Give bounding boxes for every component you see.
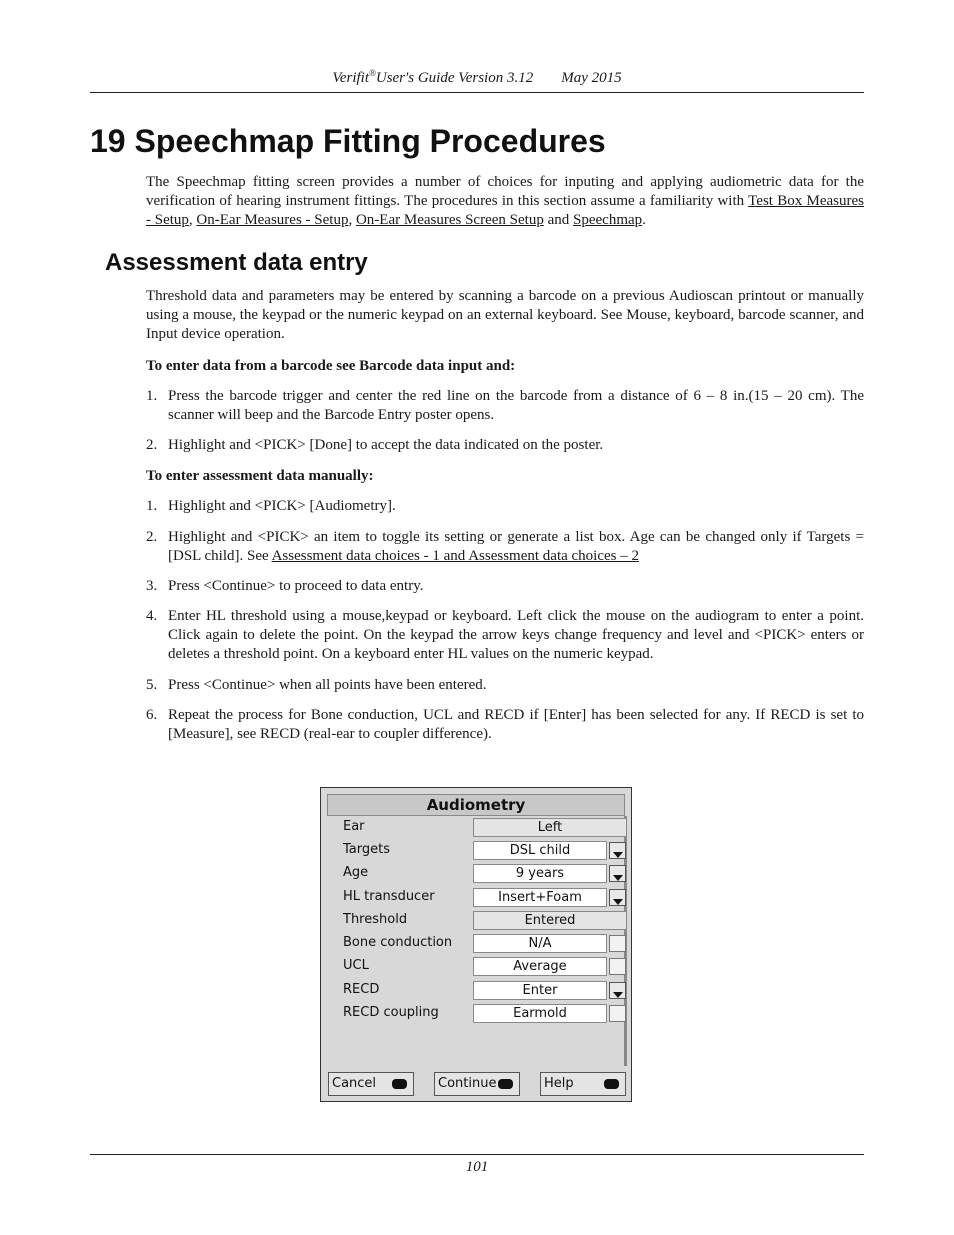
step-text: Press <Continue> when all points have been entered. xyxy=(168,677,487,693)
chevron-down-icon[interactable] xyxy=(609,982,626,999)
product-name: Verifit xyxy=(332,70,370,86)
row-label: UCL xyxy=(343,958,369,973)
step-text-body: Highlight and <PICK> an item to toggle its setting or generate a list box. Age can be changed only if Targets = [DSL child]. See xyxy=(168,529,864,564)
audiometry-dialog xyxy=(320,787,632,1102)
manual-step xyxy=(146,676,864,695)
manual-step xyxy=(146,497,864,516)
intro-paragraph xyxy=(146,173,864,230)
step-text: Press <Continue> to proceed to data entry. xyxy=(168,578,424,594)
step-number: 5. xyxy=(146,677,158,693)
row-age[interactable] xyxy=(343,864,633,884)
registered-mark: ® xyxy=(369,68,376,78)
link-on-ear-screen-setup[interactable]: On-Ear Measures Screen Setup xyxy=(355,212,544,228)
manual-step xyxy=(146,577,864,596)
page-header xyxy=(90,68,864,93)
ear-value: Left xyxy=(473,818,627,837)
step-number: 6. xyxy=(146,707,158,723)
step-number: 3. xyxy=(146,578,158,594)
section-heading: Assessment data entry xyxy=(105,249,368,276)
row-label: Ear xyxy=(343,819,365,834)
toggle-box[interactable] xyxy=(609,935,626,952)
intro-end: . xyxy=(642,212,646,228)
step-text: Highlight and <PICK> [Audiometry]. xyxy=(168,498,396,514)
chevron-down-icon[interactable] xyxy=(609,842,626,859)
cancel-label: Cancel xyxy=(332,1076,377,1091)
page-number: 101 xyxy=(465,1159,489,1175)
row-ear[interactable] xyxy=(343,818,633,838)
recd-value[interactable]: Enter xyxy=(473,981,607,1000)
row-label: RECD xyxy=(343,982,380,997)
dialog-title: Audiometry xyxy=(327,794,625,816)
row-ucl[interactable] xyxy=(343,957,633,977)
intro-text: The Speechmap fitting screen provides a number of choices for inputing and applying audiometric data for the verification of hearing instrument fittings. The procedures in this section assume a familiarity with xyxy=(146,174,864,209)
guide-version: User's Guide Version 3.12 xyxy=(375,70,534,86)
step-number: 2. xyxy=(146,437,158,453)
barcode-heading: To enter data from a barcode see Barcode data input and: xyxy=(146,358,516,374)
continue-button[interactable] xyxy=(434,1072,520,1096)
row-bone-conduction[interactable] xyxy=(343,934,633,954)
hl-transducer-value[interactable]: Insert+Foam xyxy=(473,888,607,907)
row-threshold[interactable] xyxy=(343,911,633,931)
chevron-down-icon[interactable] xyxy=(609,889,626,906)
row-recd-coupling[interactable] xyxy=(343,1004,633,1024)
continue-label: Continue xyxy=(438,1076,497,1091)
help-button[interactable] xyxy=(540,1072,626,1096)
row-targets[interactable] xyxy=(343,841,633,861)
link-on-ear-measures-setup[interactable]: On-Ear Measures - Setup xyxy=(196,212,349,228)
cancel-button[interactable] xyxy=(328,1072,414,1096)
header-date: May 2015 xyxy=(561,70,622,86)
step-text: Repeat the process for Bone conduction, UCL and RECD if [Enter] has been selected for any. If RECD is set to [Measure], see RECD (real-ear to coupler difference). xyxy=(168,707,864,742)
age-value[interactable]: 9 years xyxy=(473,864,607,883)
button-indicator-icon xyxy=(392,1079,407,1089)
page-title: 19 Speechmap Fitting Procedures xyxy=(90,123,606,159)
intro-sep: , xyxy=(348,212,356,228)
section-paragraph: Threshold data and parameters may be entered by scanning a barcode on a previous Audioscan printout or manually using a mouse, the keypad or the numeric keypad on an external keyboard. See Mouse, keyboard, barcode scanner, and Input device operation. xyxy=(146,288,864,342)
manual-heading: To enter assessment data manually: xyxy=(146,468,374,484)
row-recd[interactable] xyxy=(343,981,633,1001)
targets-value[interactable]: DSL child xyxy=(473,841,607,860)
link-assessment-data-choices[interactable]: Assessment data choices - 1 and Assessment data choices – 2 xyxy=(271,548,640,564)
step-text xyxy=(168,528,864,566)
step-text: Enter HL threshold using a mouse,keypad or keyboard. Left click the mouse on the audiogram to enter a point. Click again to delete the point. On the keypad the arrow keys change frequency and level and <PICK> enters or deletes a threshold point. On a keyboard enter HL values on the numeric keypad. xyxy=(168,608,864,662)
chevron-down-icon[interactable] xyxy=(609,865,626,882)
link-test-box-measures[interactable]: Test Box Measures - Setup xyxy=(146,193,864,228)
toggle-box[interactable] xyxy=(609,1005,626,1022)
intro-sep: , xyxy=(188,212,197,228)
step-number: 1. xyxy=(146,388,158,404)
link-speechmap[interactable]: Speechmap xyxy=(573,212,643,228)
dialog-body xyxy=(327,816,627,1066)
button-indicator-icon xyxy=(604,1079,619,1089)
step-number: 2. xyxy=(146,529,158,545)
row-label: HL transducer xyxy=(343,889,435,904)
barcode-step xyxy=(146,387,864,425)
intro-sep: and xyxy=(543,212,573,228)
step-number: 4. xyxy=(146,608,158,624)
step-text: Press the barcode trigger and center the red line on the barcode from a distance of 6 – 8 in.(15 – 20 cm). The scanner will beep and the Barcode Entry poster opens. xyxy=(168,388,864,423)
help-label: Help xyxy=(544,1076,574,1091)
manual-step xyxy=(146,607,864,664)
row-label: Bone conduction xyxy=(343,935,453,950)
step-number: 1. xyxy=(146,498,158,514)
page-footer xyxy=(90,1154,864,1176)
barcode-step xyxy=(146,436,864,455)
recd-coupling-value[interactable]: Earmold xyxy=(473,1004,607,1023)
threshold-value: Entered xyxy=(473,911,627,930)
row-label: RECD coupling xyxy=(343,1005,439,1020)
row-label: Threshold xyxy=(343,912,408,927)
manual-step xyxy=(146,706,864,744)
step-text: Highlight and <PICK> [Done] to accept the data indicated on the poster. xyxy=(168,437,604,453)
bone-conduction-value[interactable]: N/A xyxy=(473,934,607,953)
row-hl-transducer[interactable] xyxy=(343,888,633,908)
ucl-value[interactable]: Average xyxy=(473,957,607,976)
row-label: Age xyxy=(343,865,369,880)
toggle-box[interactable] xyxy=(609,958,626,975)
button-indicator-icon xyxy=(498,1079,513,1089)
row-label: Targets xyxy=(343,842,390,857)
manual-step xyxy=(146,528,864,566)
dialog-button-bar xyxy=(327,1072,627,1098)
